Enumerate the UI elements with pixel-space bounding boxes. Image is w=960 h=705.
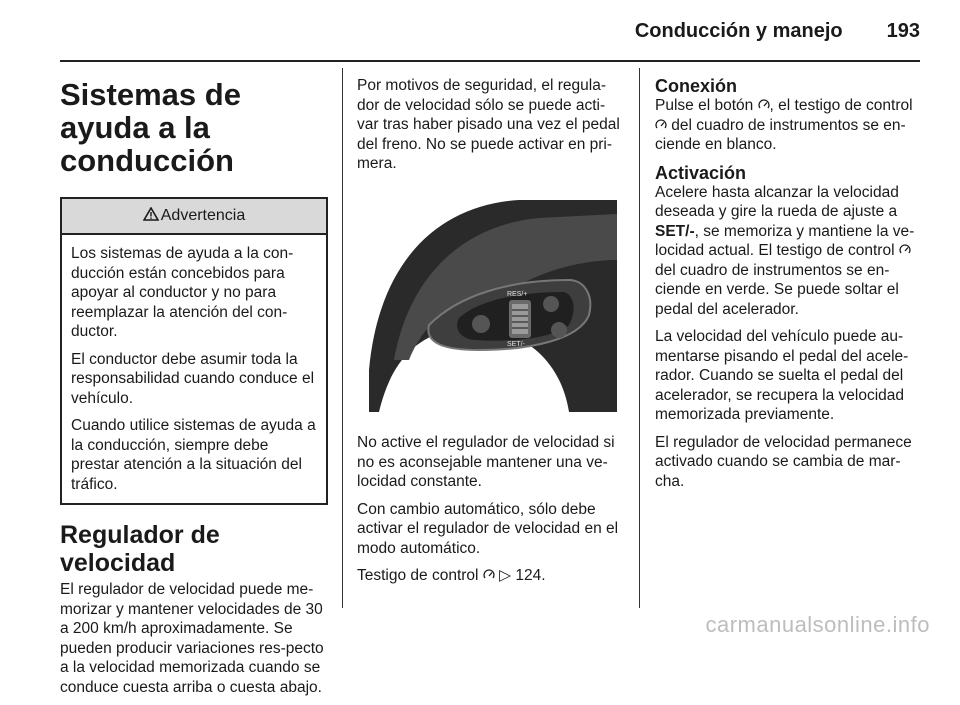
section-title: Conducción y manejo xyxy=(634,20,843,42)
header-divider xyxy=(60,60,920,62)
cruise-control-icon xyxy=(899,244,911,256)
body-paragraph: Con cambio automático, sólo debe activar el regulador de velocidad en el modo automático. xyxy=(357,500,619,557)
body-paragraph: La velocidad del vehículo puede au-mentarse pisando el pedal del acele-rador. Cuando se suelta el pedal del acelerador, se recupera la velocidad memorizada previamente. xyxy=(655,328,909,423)
set-label: SET/- xyxy=(507,340,525,348)
activacion-paragraph: Acelere hasta alcanzar la velocidad deseada y gire la rueda de ajuste a SET/-, se memoriza y mantiene la ve-locidad actual. El testigo de control del cuadro de instrumentos se en-ciende en verde. Se puede soltar el pedal del acelerador. xyxy=(655,183,915,318)
page-title: Sistemas de ayuda a la conducción xyxy=(60,77,241,178)
intro-paragraph: Por motivos de seguridad, el regula-dor de velocidad sólo se puede acti-var tras haber pisado una vez el pedal del freno. No se puede activar en pri-mera. xyxy=(357,77,620,172)
cruise-control-icon xyxy=(483,569,495,581)
warning-paragraph: Cuando utilice sistemas de ayuda a la conducción, siempre debe prestar atención a la situación del tráfico. xyxy=(71,417,316,493)
control-reference: Testigo de control ▷ 124. xyxy=(357,567,546,584)
page-ref-arrow-icon: ▷ xyxy=(499,567,512,584)
page-number: 193 xyxy=(886,20,920,42)
warning-body xyxy=(62,235,326,503)
cruise-control-icon xyxy=(655,119,667,131)
steering-wheel-image xyxy=(369,200,617,412)
page-header xyxy=(635,20,920,43)
column-2 xyxy=(357,76,623,594)
warning-heading: Advertencia xyxy=(62,199,326,235)
body-paragraph: El regulador de velocidad permanece activado cuando se cambia de mar-cha. xyxy=(655,433,912,490)
cruise-control-icon xyxy=(758,99,770,111)
column-3 xyxy=(655,76,921,499)
conexion-heading: Conexión xyxy=(655,76,738,96)
conexion-paragraph: Pulse el botón , el testigo de control del cuadro de instrumentos se en-ciende en blanco. xyxy=(655,97,913,153)
warning-box xyxy=(60,197,328,505)
section-heading: Regulador de velocidad xyxy=(60,521,220,577)
column-1 xyxy=(60,72,328,705)
warning-triangle-icon xyxy=(143,207,159,221)
column-divider-2 xyxy=(639,68,640,608)
res-label: RES/+ xyxy=(507,290,528,298)
body-paragraph: El regulador de velocidad puede me-morizar y mantener velocidades de 30 a 200 km/h aproximadamente. Se pueden producir variaciones res-pecto a la velocidad memorizada cuando se conduce cuesta arriba o cuesta abajo. xyxy=(60,581,324,696)
warning-paragraph: Los sistemas de ayuda a la con-ducción están concebidos para apoyar al conductor y no para reemplazar la atención del con-ductor. xyxy=(71,245,294,340)
warning-paragraph: El conductor debe asumir toda la responsabilidad cuando conduce el vehículo. xyxy=(71,350,315,407)
column-divider-1 xyxy=(342,68,343,608)
body-paragraph: No active el regulador de velocidad si no es aconsejable mantener una ve-locidad constante. xyxy=(357,434,615,490)
watermark: carmanualsonline.info xyxy=(705,612,930,637)
activacion-heading: Activación xyxy=(655,162,747,183)
